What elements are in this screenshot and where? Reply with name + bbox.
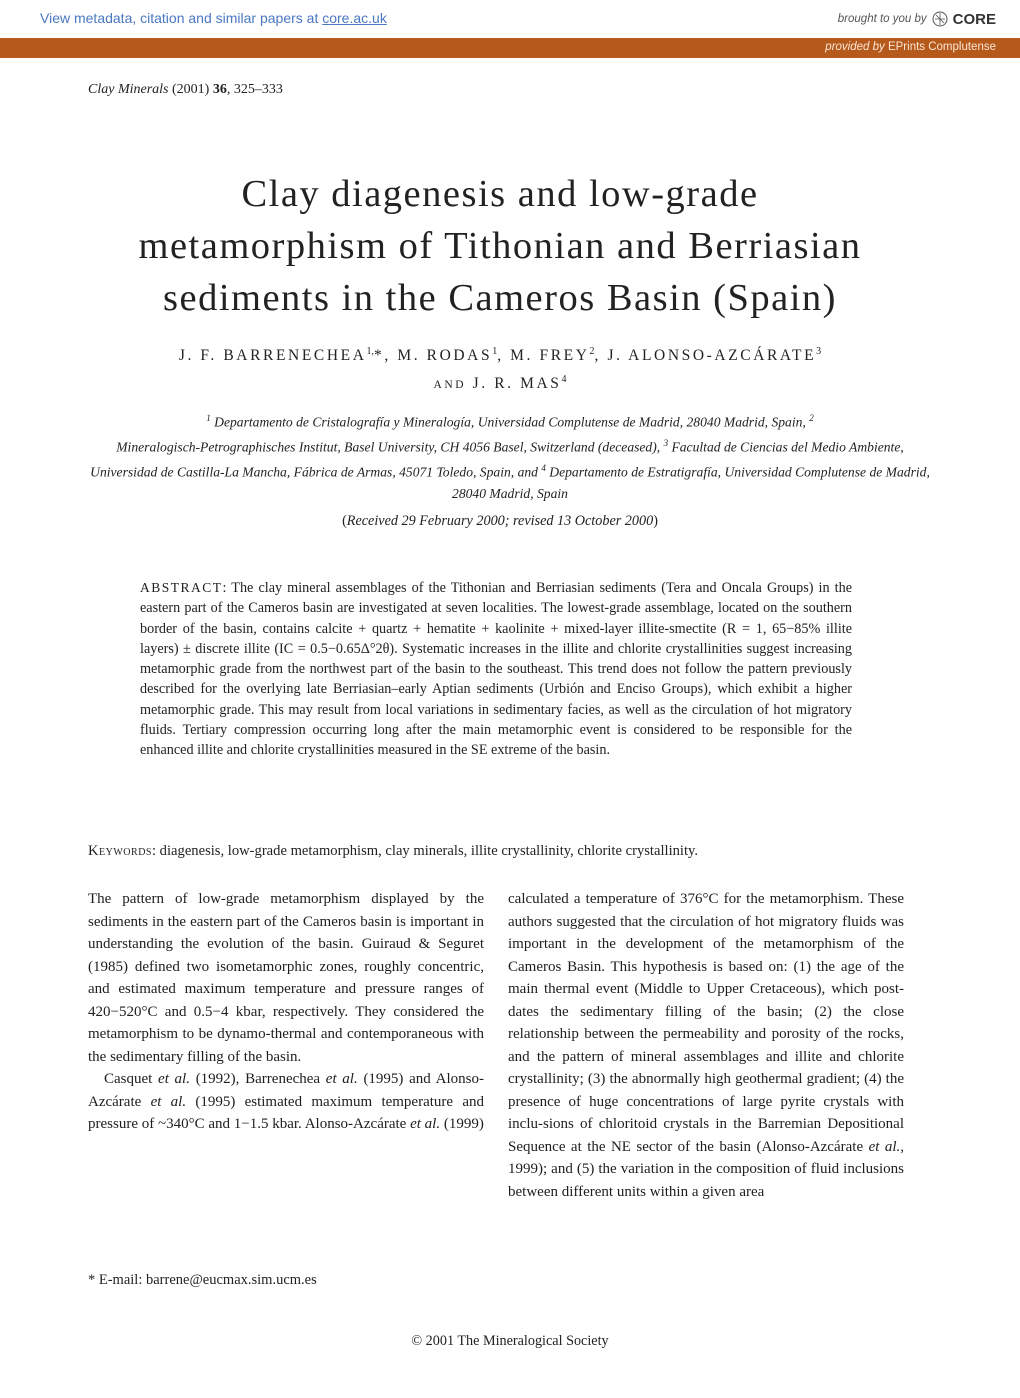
received-text: Received 29 February 2000; revised 13 October 2000 [346, 513, 654, 529]
title-line: metamorphism of Tithonian and Berriasian [138, 225, 862, 267]
author-sup: 1, [366, 346, 374, 357]
core-logo-icon [931, 10, 949, 28]
affil-text: Facultad de Ciencias del Medio Ambiente, Universidad de Castilla-La Mancha, Fábrica de Armas, 45071 Toledo, Spain, and [90, 439, 904, 480]
et-al: et al. [868, 1138, 901, 1155]
body-text: (1992), Barrenechea [189, 1071, 326, 1087]
body-text: calculated a temperature of 376°C for the metamorphism. These authors suggested that the circulation of hot migratory fluids was important in the development of the metamorphism of the Cameros Basin. This hypothesis is based on: (1) the age of the main thermal event (Middle to Upper Cretaceous), which post-dates the sedimentary filling of the basin; (2) the close relationship between the permeability and porosity of the rocks, and the pattern of mineral assemblages and illite and chlorite crystallinity; (3) the abnormally high geothermal gradient; (4) the presence of huge concentrations of large pyrite crystals with inclu-sions of chloritoid crystals in the Barremian Depositional Sequence at the NE sector of the basin (Alonso-Azcárate [508, 891, 904, 1155]
core-brand-label[interactable]: CORE [952, 10, 996, 28]
abstract-text: : The clay mineral assemblages of the Tithonian and Berriasian sediments (Tera and Oncala Groups) in the eastern part of the Cameros basin are investigated at seven localities. The lowest-grade assemblage, located on the southern border of the basin, contains calcite + quartz + hematite + kaolinite + mixed-layer illite-smectite (R = 1, 65−85% illite layers) ± discrete illite (IC = 0.5−0.65Δ°2θ). Systematic increases in the illite and chlorite crystallinities suggest increasing metamorphic grade from the northwest part of the basin to the southeast. This trend does not follow the pattern previously described for the overlying late Berriasian–early Aptian sediments (Urbión and Enciso Groups), which exhibit a higher metamorphic grade. This may result from local variations in sedimentary facies, as well as the circulation of hot migratory fluids. Tertiary compression occurring long after the main metamorphic event is considered to be responsible for the enhanced illite and chlorite crystallinities measured in the SE extreme of the basin. [140, 580, 852, 759]
affil-sup: 3 [663, 438, 669, 449]
affil-sup: 2 [809, 413, 814, 423]
author-line-2 [60, 368, 940, 397]
title-line: sediments in the Cameros Basin (Spain) [163, 277, 837, 319]
author-list [60, 340, 940, 397]
paper-title [60, 168, 940, 324]
core-banner [0, 0, 1020, 38]
body-column-right [508, 888, 904, 1203]
journal-reference [88, 82, 283, 98]
author-and: AND [433, 379, 467, 392]
received-dates: (Received 29 February 2000; revised 13 October 2000) [342, 513, 658, 529]
abstract-label: ABSTRACT [140, 580, 223, 595]
brought-by [838, 10, 996, 28]
body-text: (1999) [440, 1116, 484, 1132]
body-text: (1995) estimated maximum temperature and pressure of ~340°C and 1−1.5 kbar. Alonso-Azcárate [88, 1093, 484, 1132]
provider-bar [0, 38, 1020, 58]
abstract [140, 578, 852, 761]
keywords-text: : diagenesis, low-grade metamorphism, clay minerals, illite crystallinity, chlorite crystallinity. [151, 843, 699, 859]
provided-by [825, 41, 996, 53]
provider-link[interactable]: EPrints Complutense [887, 41, 996, 53]
body-text: , 1999); and (5) the variation in the composition of fluid inclusions between different units within a given area [508, 1138, 905, 1200]
et-al: et al. [410, 1116, 441, 1132]
et-al: et al. [150, 1093, 187, 1110]
affil-sup: 1 [206, 413, 211, 423]
author-sup: 1 [492, 346, 498, 357]
author-sup: 4 [561, 374, 567, 386]
et-al: et al. [325, 1071, 358, 1087]
journal-name: Clay Minerals [88, 82, 169, 97]
keywords [88, 843, 918, 860]
body-paragraph: The pattern of low-grade metamorphism displayed by the sediments in the eastern part of the Cameros basin is important in understanding the evolution of the basin. Guiraud & Seguret (1985) defined two isometamorphic zones, roughly concentric, and estimated maximum temperature and pressure ranges of 420−520°C and 0.5−4 kbar, respectively. They considered the metamorphism to be dynamo-thermal and contemporaneous with the sedimentary filling of the basin. [88, 891, 484, 1065]
body-text: (1995) and Alonso-Azcárate [88, 1071, 484, 1110]
author-sup: 3 [816, 346, 822, 357]
affiliations [90, 408, 930, 505]
affil-text: Departamento de Cristalografía y Mineralogía, Universidad Complutense de Madrid, 28040 Madrid, Spain, [210, 414, 810, 430]
author-name: J. F. BARRENECHEA [178, 347, 367, 365]
author-name: M. RODAS [397, 347, 493, 365]
email-footnote: * E-mail: barrene@eucmax.sim.ucm.es [88, 1272, 317, 1288]
journal-year: (2001) [172, 82, 210, 97]
author-sup: 2 [589, 346, 595, 357]
author-name: , M. FREY [497, 347, 590, 365]
metadata-link[interactable] [40, 10, 387, 26]
body-column-left [88, 888, 484, 1136]
brought-by-text: brought to you by [837, 13, 927, 25]
et-al: et al. [158, 1071, 190, 1087]
affil-text: Departamento de Estratigrafía, Universidad Complutense de Madrid, 28040 Madrid, Spain [452, 464, 930, 502]
core-ac-uk-link[interactable]: core.ac.uk [322, 10, 387, 26]
affil-sup: 4 [541, 463, 546, 474]
metadata-link-text: View metadata, citation and similar papers at [40, 10, 323, 26]
title-line: Clay diagenesis and low-grade [241, 173, 759, 215]
copyright: © 2001 The Mineralogical Society [411, 1333, 609, 1349]
affil-text: Mineralogisch-Petrographisches Institut, Basel University, CH 4056 Basel, Switzerland (deceased), [116, 439, 664, 455]
provided-by-prefix: provided by [825, 41, 885, 53]
journal-pages: , 325–333 [226, 82, 283, 97]
author-name: , J. ALONSO-AZCÁRATE [594, 347, 817, 365]
journal-volume: 36 [212, 82, 227, 97]
body-text: Casquet [104, 1071, 159, 1087]
author-name: J. R. MAS [466, 375, 562, 393]
author-line-1 [60, 340, 940, 368]
keywords-label: Keywords [88, 843, 152, 859]
body-paragraph [88, 1068, 484, 1136]
corresponding-mark: *, [374, 347, 398, 365]
body-paragraph [508, 888, 904, 1203]
